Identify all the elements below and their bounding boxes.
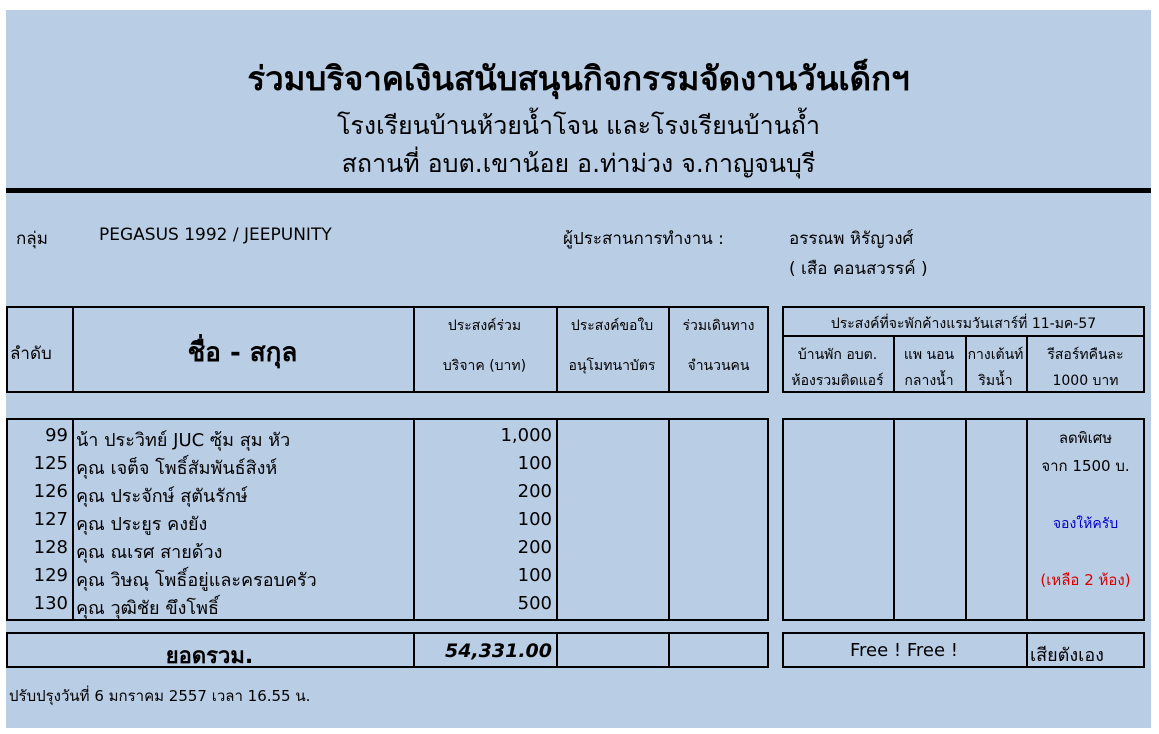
resort-note-discount: ลดพิเศษ <box>1058 429 1113 447</box>
page-title: ร่วมบริจาคเงินสนับสนุนกิจกรรมจัดงานวันเด็กฯ <box>247 59 910 98</box>
school-line: โรงเรียนบ้านห้วยน้ำโจน และโรงเรียนบ้านถ้ำ <box>337 111 820 140</box>
row-amount: 1,000 <box>500 425 552 446</box>
row-name: คุณ เจต็จ โพธิ์สัมพันธ์สิงห์ <box>76 458 278 479</box>
donation-sheet <box>6 10 1151 728</box>
coordinator-nickname: ( เสือ คอนสวรรค์ ) <box>789 259 928 279</box>
col-header-travel-2: จำนวนคน <box>687 358 750 374</box>
row-name: คุณ วิษณุ โพธิ์อยู่และครอบครัว <box>76 570 317 591</box>
stay-col4-1: รีสอร์ทคืนละ <box>1047 347 1124 363</box>
row-no: 130 <box>33 593 68 614</box>
col-header-no: ลำดับ <box>10 344 52 364</box>
stay-col4-2: 1000 บาท <box>1052 373 1119 389</box>
total-value: 54,331.00 <box>445 640 552 662</box>
stay-col3-1: กางเต้นท์ <box>967 347 1024 363</box>
row-name: คุณ ประยูร คงยัง <box>76 514 208 535</box>
coordinator-name: อรรณพ หิรัญวงศ์ <box>789 229 914 249</box>
row-no: 128 <box>33 537 68 558</box>
row-amount: 500 <box>517 593 552 614</box>
row-no: 126 <box>33 481 68 502</box>
row-name: น้า ประวิทย์ JUC ซุ้ม สุม หัว <box>76 430 291 451</box>
stay-col1-2: ห้องรวมติดแอร์ <box>791 373 884 389</box>
row-amount: 200 <box>517 481 552 502</box>
row-amount: 100 <box>517 453 552 474</box>
resort-note-from: จาก 1500 บ. <box>1041 457 1130 475</box>
stay-col2-1: แพ นอน <box>903 347 955 363</box>
col-header-name: ชื่อ - สกุล <box>187 338 298 368</box>
row-name: คุณ ประจักษ์ สุตันรักษ์ <box>76 486 248 507</box>
total-label: ยอดรวม. <box>165 644 254 669</box>
resort-note-remaining: (เหลือ 2 ห้อง) <box>1040 571 1131 589</box>
row-amount: 200 <box>517 537 552 558</box>
update-timestamp: ปรับปรุงวันที่ 6 มกราคม 2557 เวลา 16.55 น. <box>9 687 311 705</box>
col-header-travel-1: ร่วมเดินทาง <box>682 318 755 334</box>
stay-header: ประสงค์ที่จะพักค้างแรมวันเสาร์ที่ 11-มค-57 <box>830 316 1097 332</box>
row-no: 127 <box>33 509 68 530</box>
row-amount: 100 <box>517 509 552 530</box>
resort-note-booked: จองให้ครับ <box>1052 516 1119 532</box>
row-amount: 100 <box>517 565 552 586</box>
col-header-receipt-1: ประสงค์ขอใบ <box>570 318 654 334</box>
stay-col2-2: กลางน้ำ <box>904 373 954 389</box>
free-text: Free ! Free ! <box>850 640 958 661</box>
col-header-receipt-2: อนุโมทนาบัตร <box>568 358 656 374</box>
row-name: คุณ วุฒิชัย ขึงโพธิ์ <box>76 598 219 619</box>
col-header-donate-2: บริจาค (บาท) <box>442 358 527 374</box>
group-value: PEGASUS 1992 / JEEPUNITY <box>99 225 332 245</box>
row-no: 125 <box>33 453 68 474</box>
col-header-donate-1: ประสงค์ร่วม <box>447 318 522 334</box>
location-line: สถานที่ อบต.เขาน้อย อ.ท่าม่วง จ.กาญจนบุรี <box>341 149 816 178</box>
header-divider <box>6 188 1151 193</box>
row-no: 129 <box>33 565 68 586</box>
self-pay-text: เสียตังเอง <box>1030 645 1104 666</box>
coordinator-label: ผู้ประสานการทำงาน : <box>563 229 724 249</box>
row-name: คุณ ณเรศ สายด้วง <box>76 542 223 563</box>
stay-col3-2: ริมน้ำ <box>978 373 1013 389</box>
row-no: 99 <box>45 425 68 446</box>
group-label: กลุ่ม <box>16 229 48 249</box>
stay-col1-1: บ้านพัก อบต. <box>797 347 878 363</box>
